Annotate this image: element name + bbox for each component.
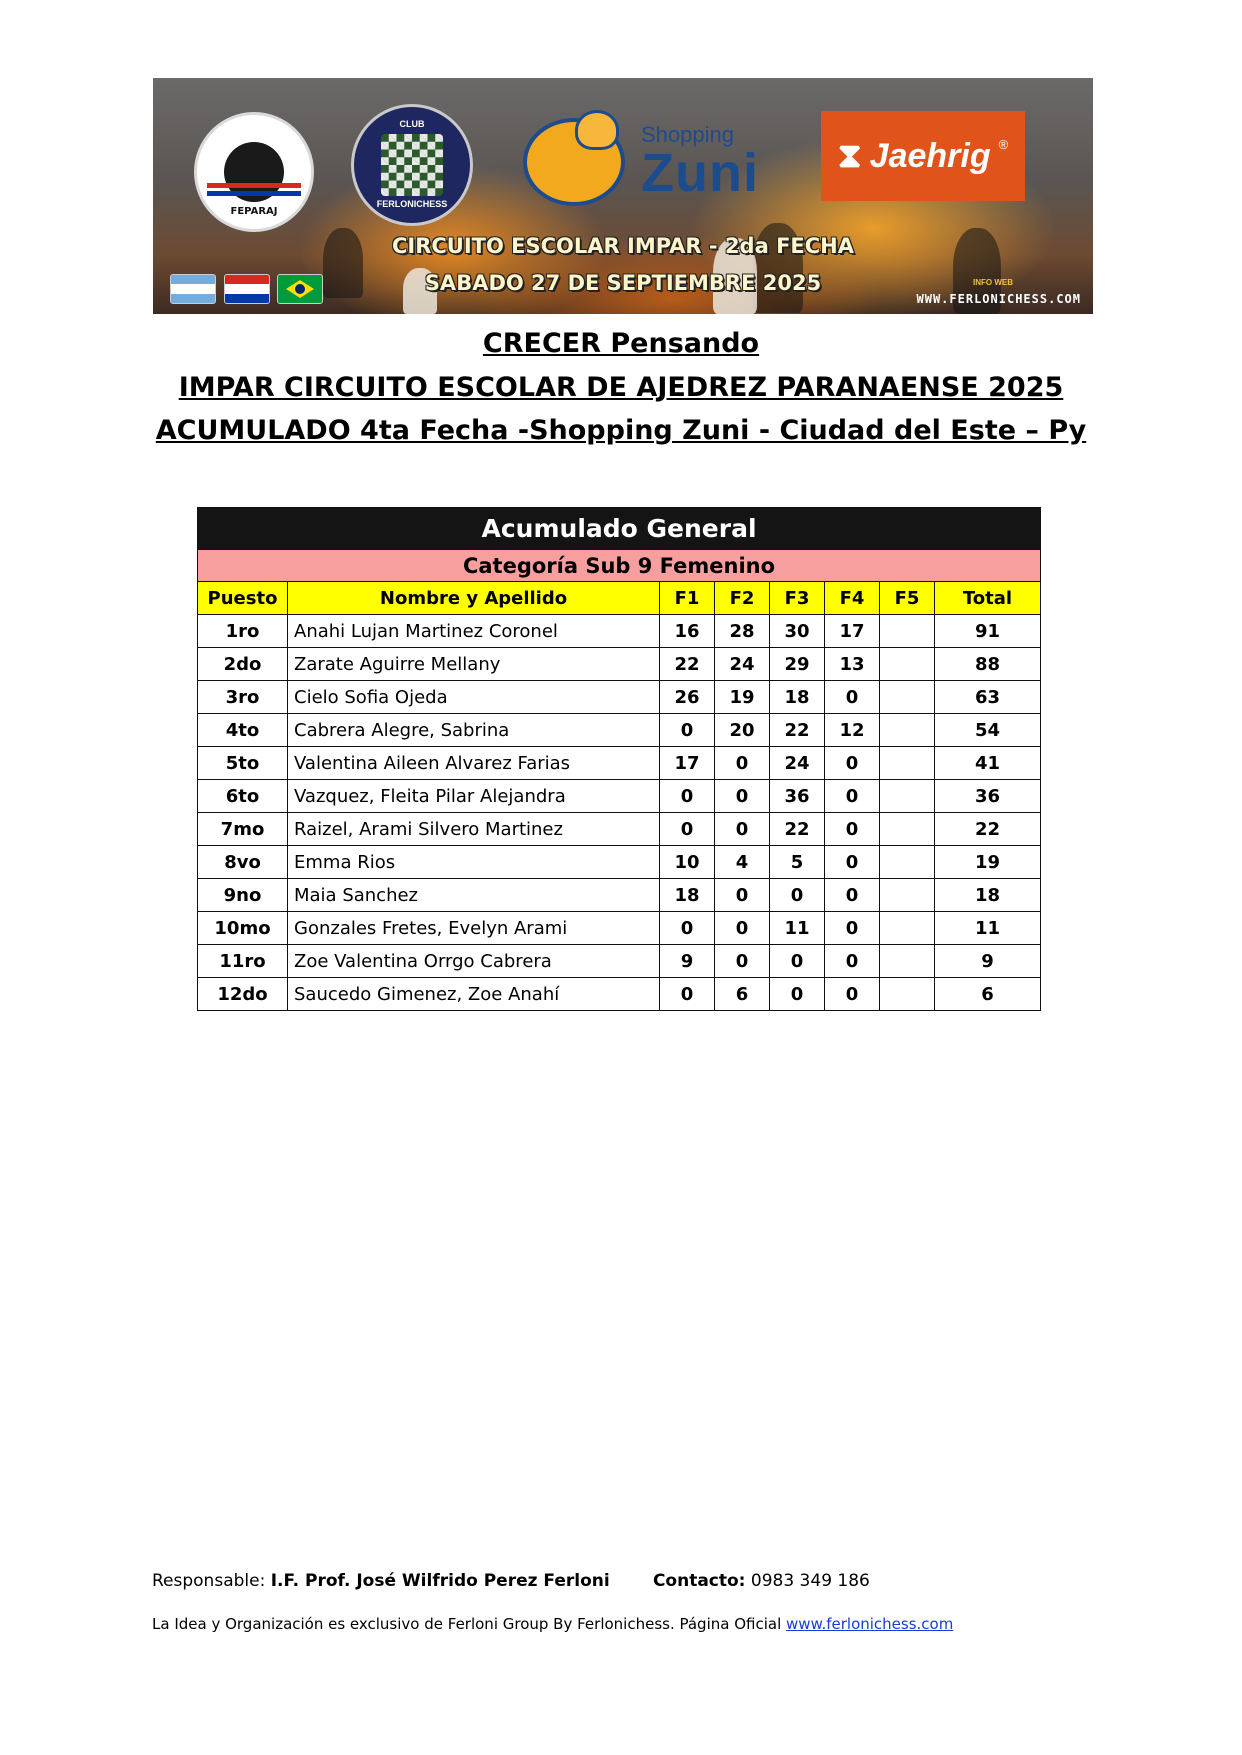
col-header-f4: F4 bbox=[825, 582, 880, 615]
hourglass-icon: ⧗ bbox=[837, 136, 862, 175]
zuni-name: Zuni bbox=[641, 143, 759, 203]
cell-f5 bbox=[880, 681, 935, 714]
cell-f2: 0 bbox=[715, 945, 770, 978]
cell-nombre: Gonzales Fretes, Evelyn Arami bbox=[288, 912, 660, 945]
cell-f4: 0 bbox=[825, 780, 880, 813]
cell-f3: 22 bbox=[770, 813, 825, 846]
cell-f3: 11 bbox=[770, 912, 825, 945]
cell-f1: 26 bbox=[660, 681, 715, 714]
table-row bbox=[198, 780, 1041, 813]
cell-nombre: Maia Sanchez bbox=[288, 879, 660, 912]
cell-f2: 0 bbox=[715, 747, 770, 780]
paraguay-flag-icon bbox=[224, 274, 270, 304]
cell-f4: 0 bbox=[825, 879, 880, 912]
club-name: FERLONICHESS bbox=[376, 199, 448, 209]
heading-line-3: ACUMULADO 4ta Fecha -Shopping Zuni - Ciudad del Este – Py bbox=[155, 415, 1087, 446]
cell-puesto: 7mo bbox=[198, 813, 288, 846]
cell-total: 11 bbox=[935, 912, 1041, 945]
cell-f4: 0 bbox=[825, 912, 880, 945]
cell-f1: 0 bbox=[660, 912, 715, 945]
cell-f5 bbox=[880, 714, 935, 747]
cell-f5 bbox=[880, 879, 935, 912]
cell-f1: 0 bbox=[660, 813, 715, 846]
cell-nombre: Cabrera Alegre, Sabrina bbox=[288, 714, 660, 747]
col-header-f5: F5 bbox=[880, 582, 935, 615]
table-row bbox=[198, 945, 1041, 978]
official-site-link[interactable]: www.ferlonichess.com bbox=[786, 1615, 954, 1633]
cell-total: 9 bbox=[935, 945, 1041, 978]
cell-puesto: 9no bbox=[198, 879, 288, 912]
cell-f2: 6 bbox=[715, 978, 770, 1011]
cell-f1: 0 bbox=[660, 780, 715, 813]
cell-f4: 12 bbox=[825, 714, 880, 747]
table-row bbox=[198, 615, 1041, 648]
cell-f3: 0 bbox=[770, 945, 825, 978]
club-logo bbox=[351, 104, 473, 226]
jaehrig-name: Jaehrig bbox=[869, 136, 991, 175]
cell-f1: 0 bbox=[660, 714, 715, 747]
col-header-nombre: Nombre y Apellido bbox=[288, 582, 660, 615]
cell-nombre: Anahi Lujan Martinez Coronel bbox=[288, 615, 660, 648]
argentina-flag-icon bbox=[170, 274, 216, 304]
cell-f3: 5 bbox=[770, 846, 825, 879]
cell-f5 bbox=[880, 813, 935, 846]
cell-f2: 4 bbox=[715, 846, 770, 879]
cell-f3: 29 bbox=[770, 648, 825, 681]
cell-f4: 0 bbox=[825, 945, 880, 978]
zuni-shop-label: Shopping bbox=[641, 122, 734, 147]
col-header-puesto: Puesto bbox=[198, 582, 288, 615]
cell-total: 18 bbox=[935, 879, 1041, 912]
cell-f3: 36 bbox=[770, 780, 825, 813]
col-header-f3: F3 bbox=[770, 582, 825, 615]
cell-nombre: Raizel, Arami Silvero Martinez bbox=[288, 813, 660, 846]
responsable-label: Responsable: bbox=[152, 1571, 266, 1591]
cell-f2: 0 bbox=[715, 912, 770, 945]
cell-total: 19 bbox=[935, 846, 1041, 879]
cell-total: 41 bbox=[935, 747, 1041, 780]
responsable-name: I.F. Prof. José Wilfrido Perez Ferloni bbox=[270, 1571, 610, 1591]
col-header-f1: F1 bbox=[660, 582, 715, 615]
cell-f5 bbox=[880, 780, 935, 813]
cell-f2: 0 bbox=[715, 780, 770, 813]
cell-nombre: Valentina Aileen Alvarez Farias bbox=[288, 747, 660, 780]
standings-table bbox=[197, 507, 1041, 1011]
col-header-f2: F2 bbox=[715, 582, 770, 615]
cell-puesto: 1ro bbox=[198, 615, 288, 648]
cell-f2: 28 bbox=[715, 615, 770, 648]
cell-f5 bbox=[880, 912, 935, 945]
cell-puesto: 2do bbox=[198, 648, 288, 681]
zuni-cap-icon bbox=[575, 110, 619, 150]
cell-puesto: 4to bbox=[198, 714, 288, 747]
registered-mark: ® bbox=[998, 136, 1009, 152]
club-top-label: CLUB bbox=[399, 119, 425, 129]
cell-f4: 13 bbox=[825, 648, 880, 681]
cell-total: 6 bbox=[935, 978, 1041, 1011]
cell-f5 bbox=[880, 615, 935, 648]
contacto-label: Contacto: bbox=[652, 1571, 746, 1591]
cell-f4: 0 bbox=[825, 681, 880, 714]
cell-puesto: 11ro bbox=[198, 945, 288, 978]
cell-total: 88 bbox=[935, 648, 1041, 681]
cell-puesto: 5to bbox=[198, 747, 288, 780]
shopping-zuni-logo bbox=[523, 108, 793, 218]
cell-puesto: 3ro bbox=[198, 681, 288, 714]
cell-f3: 18 bbox=[770, 681, 825, 714]
cell-f1: 0 bbox=[660, 978, 715, 1011]
cell-f2: 19 bbox=[715, 681, 770, 714]
event-banner bbox=[153, 78, 1093, 314]
cell-f1: 22 bbox=[660, 648, 715, 681]
cell-f3: 24 bbox=[770, 747, 825, 780]
footer-note-text: La Idea y Organización es exclusivo de Ferloni Group By Ferlonichess. Página Oficial bbox=[152, 1615, 782, 1633]
table-row bbox=[198, 879, 1041, 912]
table-row bbox=[198, 912, 1041, 945]
table-row bbox=[198, 846, 1041, 879]
contacto-value: 0983 349 186 bbox=[750, 1571, 870, 1591]
cell-f3: 30 bbox=[770, 615, 825, 648]
cell-total: 22 bbox=[935, 813, 1041, 846]
chessboard-icon bbox=[381, 134, 443, 196]
cell-nombre: Cielo Sofia Ojeda bbox=[288, 681, 660, 714]
table-row bbox=[198, 648, 1041, 681]
cell-puesto: 10mo bbox=[198, 912, 288, 945]
cell-f4: 17 bbox=[825, 615, 880, 648]
cell-f3: 0 bbox=[770, 879, 825, 912]
heading-line-2: IMPAR CIRCUITO ESCOLAR DE AJEDREZ PARANAENSE 2025 bbox=[178, 372, 1064, 403]
cell-f4: 0 bbox=[825, 747, 880, 780]
cell-f4: 0 bbox=[825, 846, 880, 879]
footer-note bbox=[152, 1615, 953, 1633]
heading-line-1: CRECER Pensando bbox=[482, 328, 760, 359]
federation-logo bbox=[194, 112, 314, 232]
cell-nombre: Zoe Valentina Orrgo Cabrera bbox=[288, 945, 660, 978]
cell-f5 bbox=[880, 846, 935, 879]
table-row bbox=[198, 714, 1041, 747]
cell-f2: 0 bbox=[715, 813, 770, 846]
table-header-row bbox=[198, 582, 1041, 615]
cell-total: 63 bbox=[935, 681, 1041, 714]
cell-f2: 20 bbox=[715, 714, 770, 747]
cell-total: 54 bbox=[935, 714, 1041, 747]
footer-responsable bbox=[152, 1571, 870, 1591]
table-title: Acumulado General bbox=[198, 508, 1041, 550]
cell-nombre: Zarate Aguirre Mellany bbox=[288, 648, 660, 681]
table-row bbox=[198, 813, 1041, 846]
cell-f1: 16 bbox=[660, 615, 715, 648]
table-category: Categoría Sub 9 Femenino bbox=[198, 550, 1041, 582]
table-row bbox=[198, 978, 1041, 1011]
cell-f1: 18 bbox=[660, 879, 715, 912]
jaehrig-logo bbox=[821, 111, 1025, 201]
cell-f3: 22 bbox=[770, 714, 825, 747]
banner-title-line-2: SABADO 27 DE SEPTIEMBRE 2025 bbox=[424, 271, 822, 295]
cell-f4: 0 bbox=[825, 978, 880, 1011]
cell-f1: 10 bbox=[660, 846, 715, 879]
cell-f5 bbox=[880, 648, 935, 681]
cell-total: 91 bbox=[935, 615, 1041, 648]
cell-puesto: 8vo bbox=[198, 846, 288, 879]
cell-f5 bbox=[880, 945, 935, 978]
cell-f1: 17 bbox=[660, 747, 715, 780]
cell-puesto: 12do bbox=[198, 978, 288, 1011]
info-web-site: WWW.FERLONICHESS.COM bbox=[916, 292, 1081, 306]
cell-total: 36 bbox=[935, 780, 1041, 813]
table-row bbox=[198, 681, 1041, 714]
cell-f5 bbox=[880, 747, 935, 780]
cell-nombre: Emma Rios bbox=[288, 846, 660, 879]
banner-title-line-1: CIRCUITO ESCOLAR IMPAR - 2da FECHA bbox=[392, 234, 854, 258]
federation-abbr: FEPARAJ bbox=[230, 206, 278, 217]
cell-puesto: 6to bbox=[198, 780, 288, 813]
cell-f3: 0 bbox=[770, 978, 825, 1011]
cell-nombre: Saucedo Gimenez, Zoe Anahí bbox=[288, 978, 660, 1011]
cell-nombre: Vazquez, Fleita Pilar Alejandra bbox=[288, 780, 660, 813]
cell-f1: 9 bbox=[660, 945, 715, 978]
col-header-total: Total bbox=[935, 582, 1041, 615]
info-web-label: INFO WEB bbox=[973, 278, 1013, 287]
cell-f4: 0 bbox=[825, 813, 880, 846]
cell-f5 bbox=[880, 978, 935, 1011]
brazil-flag-icon bbox=[277, 274, 323, 304]
table-row bbox=[198, 747, 1041, 780]
cell-f2: 0 bbox=[715, 879, 770, 912]
cell-f2: 24 bbox=[715, 648, 770, 681]
